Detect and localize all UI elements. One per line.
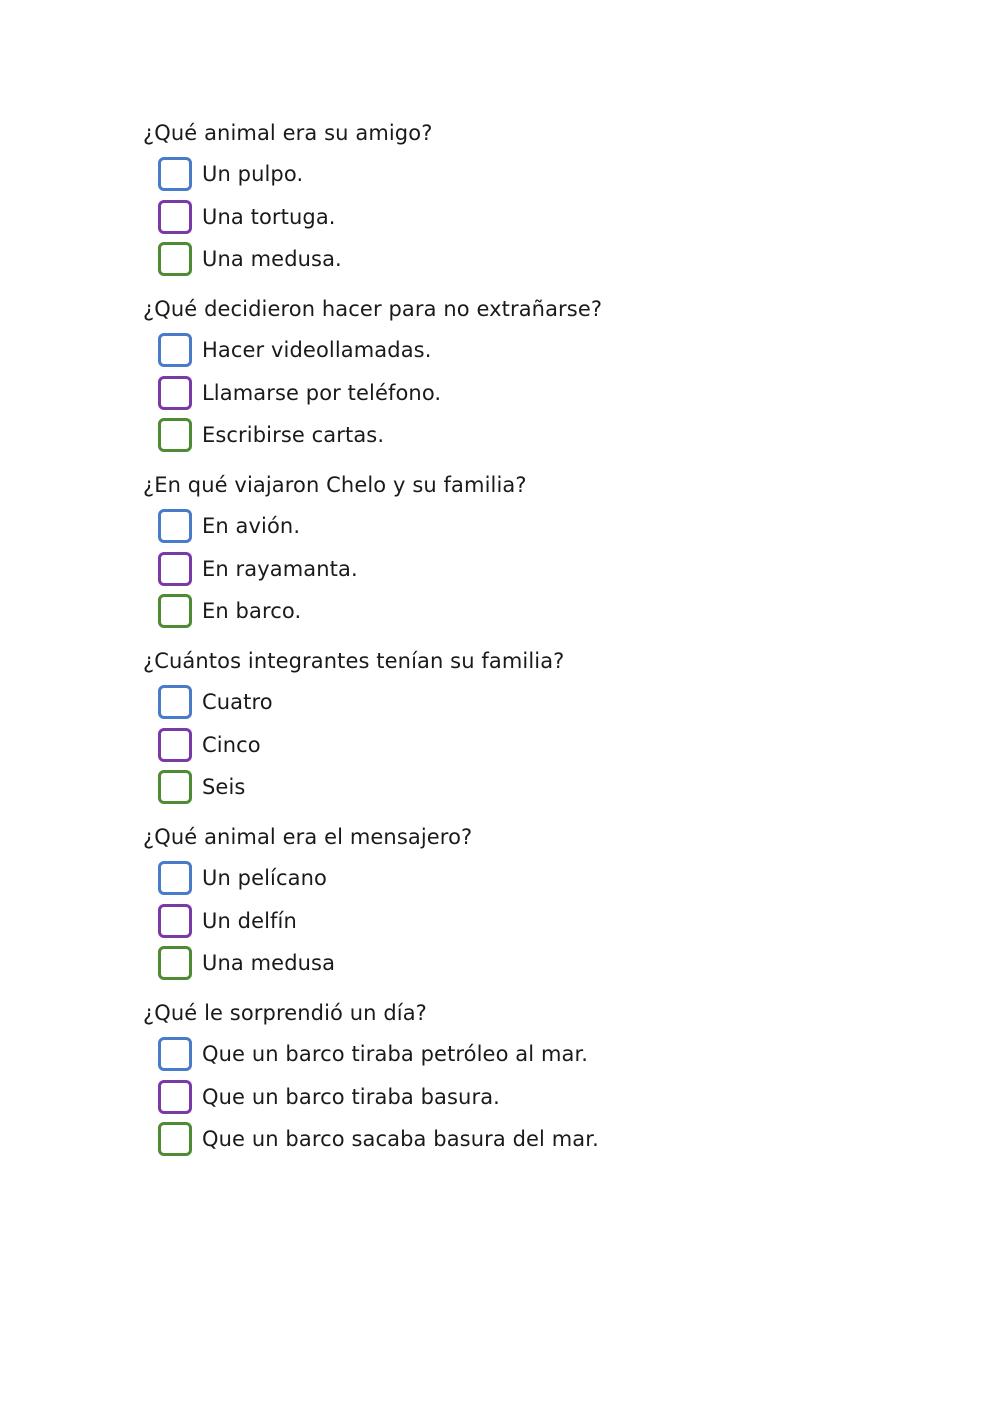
answer-checkbox[interactable] bbox=[158, 552, 192, 586]
answer-label: Hacer videollamadas. bbox=[202, 338, 432, 363]
question-4 bbox=[143, 644, 843, 820]
answer-label: Un pelícano bbox=[202, 866, 327, 891]
answer-option[interactable] bbox=[143, 1076, 843, 1119]
quiz-worksheet bbox=[143, 116, 843, 1172]
answer-label: Escribirse cartas. bbox=[202, 423, 385, 448]
question-text: ¿Qué decidieron hacer para no extrañarse? bbox=[143, 297, 603, 321]
answer-option[interactable] bbox=[143, 153, 843, 196]
answer-checkbox[interactable] bbox=[158, 770, 192, 804]
answer-option[interactable] bbox=[143, 942, 843, 985]
answer-option[interactable] bbox=[143, 900, 843, 943]
answer-label: Una medusa bbox=[202, 951, 336, 976]
answer-label: Cuatro bbox=[202, 690, 273, 715]
answer-option[interactable] bbox=[143, 1033, 843, 1076]
answer-option[interactable] bbox=[143, 857, 843, 900]
answer-option[interactable] bbox=[143, 414, 843, 457]
answer-label: Una medusa. bbox=[202, 247, 342, 272]
answer-checkbox[interactable] bbox=[158, 509, 192, 543]
question-text: ¿Qué le sorprendió un día? bbox=[143, 1001, 427, 1025]
question-1 bbox=[143, 116, 843, 292]
answer-checkbox[interactable] bbox=[158, 946, 192, 980]
question-6 bbox=[143, 996, 843, 1172]
answer-label: Una tortuga. bbox=[202, 204, 336, 229]
answer-label: Que un barco sacaba basura del mar. bbox=[202, 1127, 599, 1152]
answer-option[interactable] bbox=[143, 238, 843, 281]
question-2 bbox=[143, 292, 843, 468]
question-text: ¿Cuántos integrantes tenían su familia? bbox=[143, 649, 565, 673]
question-text: ¿Qué animal era su amigo? bbox=[143, 121, 433, 145]
answer-option[interactable] bbox=[143, 590, 843, 633]
answer-label: En avión. bbox=[202, 514, 301, 539]
answer-label: Que un barco tiraba basura. bbox=[202, 1084, 500, 1109]
answer-checkbox[interactable] bbox=[158, 861, 192, 895]
answer-checkbox[interactable] bbox=[158, 200, 192, 234]
answer-checkbox[interactable] bbox=[158, 1122, 192, 1156]
answer-label: En barco. bbox=[202, 599, 302, 624]
answer-checkbox[interactable] bbox=[158, 418, 192, 452]
answer-checkbox[interactable] bbox=[158, 1080, 192, 1114]
answer-option[interactable] bbox=[143, 548, 843, 591]
answer-checkbox[interactable] bbox=[158, 904, 192, 938]
answer-option[interactable] bbox=[143, 681, 843, 724]
question-3 bbox=[143, 468, 843, 644]
answer-option[interactable] bbox=[143, 505, 843, 548]
answer-option[interactable] bbox=[143, 329, 843, 372]
answer-option[interactable] bbox=[143, 196, 843, 239]
question-text: ¿Qué animal era el mensajero? bbox=[143, 825, 473, 849]
answer-checkbox[interactable] bbox=[158, 1037, 192, 1071]
answer-option[interactable] bbox=[143, 1118, 843, 1161]
answer-label: Seis bbox=[202, 775, 246, 800]
answer-option[interactable] bbox=[143, 724, 843, 767]
answer-checkbox[interactable] bbox=[158, 594, 192, 628]
answer-label: Un delfín bbox=[202, 908, 297, 933]
answer-checkbox[interactable] bbox=[158, 333, 192, 367]
answer-checkbox[interactable] bbox=[158, 728, 192, 762]
answer-checkbox[interactable] bbox=[158, 242, 192, 276]
answer-checkbox[interactable] bbox=[158, 376, 192, 410]
answer-checkbox[interactable] bbox=[158, 685, 192, 719]
answer-label: Llamarse por teléfono. bbox=[202, 380, 442, 405]
answer-label: Que un barco tiraba petróleo al mar. bbox=[202, 1042, 589, 1067]
answer-option[interactable] bbox=[143, 372, 843, 415]
answer-label: Cinco bbox=[202, 732, 261, 757]
question-5 bbox=[143, 820, 843, 996]
answer-label: En rayamanta. bbox=[202, 556, 358, 581]
question-text: ¿En qué viajaron Chelo y su familia? bbox=[143, 473, 527, 497]
answer-option[interactable] bbox=[143, 766, 843, 809]
answer-checkbox[interactable] bbox=[158, 157, 192, 191]
answer-label: Un pulpo. bbox=[202, 162, 304, 187]
